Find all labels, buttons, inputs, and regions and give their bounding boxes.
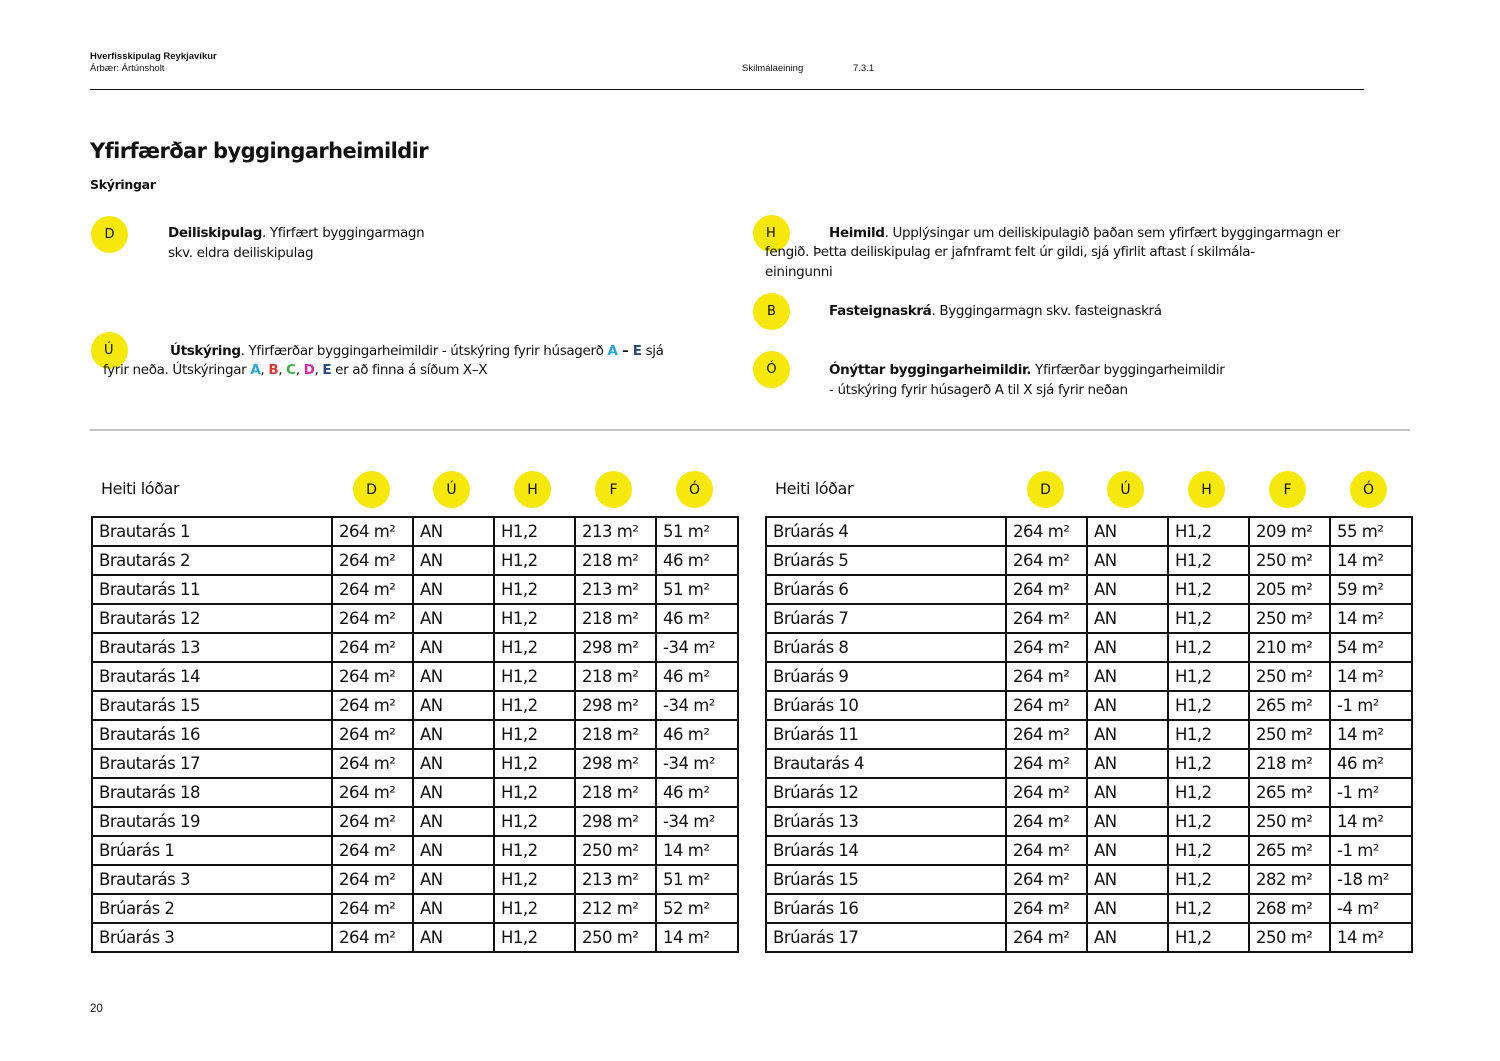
col-badge-u: Ú [433, 471, 470, 508]
h-value-cell: H1,2 [494, 691, 575, 720]
u-value-cell: AN [1087, 662, 1168, 691]
legend-desc-line2: - útskýring fyrir húsagerð A til X sjá fyrir neðan [829, 381, 1128, 398]
u-value-cell: AN [413, 691, 494, 720]
legend-desc: Yfirfærðar byggingarheimildir [1031, 362, 1225, 378]
o-value-cell: 46 m² [656, 662, 738, 691]
plot-name-cell: Brúarás 3 [92, 923, 332, 952]
o-value-cell: 46 m² [1330, 749, 1412, 778]
f-value-cell: 250 m² [575, 923, 656, 952]
col-badge-f: F [1269, 471, 1306, 508]
col-badge-o: Ó [676, 471, 713, 508]
col-badge-d: D [353, 471, 390, 508]
permits-table [91, 516, 739, 953]
table-header [91, 470, 737, 516]
d-value-cell: 264 m² [1006, 836, 1087, 865]
h-value-cell: H1,2 [1168, 633, 1249, 662]
plot-name-cell: Brautarás 2 [92, 546, 332, 575]
o-value-cell: 55 m² [1330, 517, 1412, 546]
f-value-cell: 250 m² [575, 836, 656, 865]
plot-name-header: Heiti lóðar [775, 479, 854, 498]
sep: , [260, 362, 269, 378]
table-row [766, 633, 1412, 662]
legend-badge-o: Ó [753, 351, 790, 388]
legend-desc-end: er að finna á síðum X–X [331, 362, 488, 378]
f-value-cell: 209 m² [1249, 517, 1330, 546]
page-number: 20 [90, 1003, 103, 1015]
legend-term: Útskýring [170, 343, 241, 359]
section-divider [90, 429, 1410, 431]
letter-a: A [250, 362, 261, 378]
plot-name-cell: Brúarás 5 [766, 546, 1006, 575]
h-value-cell: H1,2 [1168, 546, 1249, 575]
d-value-cell: 264 m² [1006, 546, 1087, 575]
col-badge-f: F [595, 471, 632, 508]
table-row [92, 749, 738, 778]
legend-badge-u: Ú [91, 332, 128, 369]
u-value-cell: AN [413, 807, 494, 836]
area-name: Árbær: Ártúnsholt [90, 63, 165, 74]
table-row [766, 720, 1412, 749]
legend-term: Ónýttar byggingarheimildir. [829, 362, 1032, 378]
legend-term: Heimild [829, 225, 885, 241]
h-value-cell: H1,2 [1168, 575, 1249, 604]
u-value-cell: AN [1087, 807, 1168, 836]
h-value-cell: H1,2 [494, 517, 575, 546]
u-value-cell: AN [1087, 923, 1168, 952]
table-row [92, 778, 738, 807]
plot-name-cell: Brúarás 15 [766, 865, 1006, 894]
f-value-cell: 268 m² [1249, 894, 1330, 923]
u-value-cell: AN [413, 836, 494, 865]
table-row [92, 894, 738, 923]
u-value-cell: AN [1087, 749, 1168, 778]
plot-name-cell: Brúarás 14 [766, 836, 1006, 865]
h-value-cell: H1,2 [494, 546, 575, 575]
o-value-cell: -1 m² [1330, 836, 1412, 865]
legend-item-b [829, 302, 1162, 322]
h-value-cell: H1,2 [1168, 720, 1249, 749]
table-row [766, 836, 1412, 865]
letter-b: B [268, 362, 279, 378]
u-value-cell: AN [413, 633, 494, 662]
o-value-cell: 46 m² [656, 546, 738, 575]
plot-name-cell: Brautarás 19 [92, 807, 332, 836]
section-number: 7.3.1 [853, 63, 875, 74]
o-value-cell: 14 m² [1330, 807, 1412, 836]
letter-e: E [632, 343, 642, 359]
d-value-cell: 264 m² [332, 662, 413, 691]
table-row [766, 662, 1412, 691]
table-row [766, 923, 1412, 952]
f-value-cell: 218 m² [575, 546, 656, 575]
f-value-cell: 213 m² [575, 517, 656, 546]
plot-name-cell: Brautarás 4 [766, 749, 1006, 778]
h-value-cell: H1,2 [494, 720, 575, 749]
h-value-cell: H1,2 [1168, 923, 1249, 952]
o-value-cell: 14 m² [656, 836, 738, 865]
o-value-cell: -1 m² [1330, 778, 1412, 807]
table-row [766, 546, 1412, 575]
h-value-cell: H1,2 [1168, 662, 1249, 691]
table-row [92, 836, 738, 865]
letter-d: D [303, 362, 315, 378]
h-value-cell: H1,2 [1168, 865, 1249, 894]
o-value-cell: 51 m² [656, 517, 738, 546]
f-value-cell: 298 m² [575, 807, 656, 836]
h-value-cell: H1,2 [494, 749, 575, 778]
h-value-cell: H1,2 [494, 633, 575, 662]
col-badge-u: Ú [1107, 471, 1144, 508]
o-value-cell: 14 m² [1330, 546, 1412, 575]
legend-item-h [829, 224, 1340, 244]
h-value-cell: H1,2 [494, 865, 575, 894]
table-row [766, 575, 1412, 604]
h-value-cell: H1,2 [1168, 836, 1249, 865]
u-value-cell: AN [1087, 604, 1168, 633]
u-value-cell: AN [1087, 865, 1168, 894]
h-value-cell: H1,2 [1168, 807, 1249, 836]
table-row [92, 720, 738, 749]
u-value-cell: AN [413, 517, 494, 546]
table-row [92, 865, 738, 894]
h-value-cell: H1,2 [494, 778, 575, 807]
plot-name-cell: Brúarás 1 [92, 836, 332, 865]
plot-name-cell: Brúarás 11 [766, 720, 1006, 749]
table-row [92, 517, 738, 546]
d-value-cell: 264 m² [1006, 778, 1087, 807]
legend-desc: . Byggingarmagn skv. fasteignaskrá [931, 303, 1162, 319]
plot-name-cell: Brúarás 4 [766, 517, 1006, 546]
d-value-cell: 264 m² [1006, 720, 1087, 749]
d-value-cell: 264 m² [332, 865, 413, 894]
d-value-cell: 264 m² [1006, 633, 1087, 662]
f-value-cell: 298 m² [575, 633, 656, 662]
plot-name-cell: Brúarás 10 [766, 691, 1006, 720]
plot-name-cell: Brautarás 12 [92, 604, 332, 633]
plot-name-cell: Brautarás 11 [92, 575, 332, 604]
h-value-cell: H1,2 [1168, 778, 1249, 807]
u-value-cell: AN [413, 604, 494, 633]
h-value-cell: H1,2 [494, 807, 575, 836]
o-value-cell: 51 m² [656, 575, 738, 604]
f-value-cell: 282 m² [1249, 865, 1330, 894]
h-value-cell: H1,2 [1168, 517, 1249, 546]
u-value-cell: AN [413, 865, 494, 894]
d-value-cell: 264 m² [1006, 923, 1087, 952]
f-value-cell: 265 m² [1249, 836, 1330, 865]
o-value-cell: 52 m² [656, 894, 738, 923]
f-value-cell: 250 m² [1249, 807, 1330, 836]
o-value-cell: 14 m² [1330, 720, 1412, 749]
d-value-cell: 264 m² [332, 604, 413, 633]
d-value-cell: 264 m² [332, 894, 413, 923]
sep: , [278, 362, 287, 378]
plot-name-cell: Brúarás 16 [766, 894, 1006, 923]
o-value-cell: -34 m² [656, 633, 738, 662]
u-value-cell: AN [1087, 894, 1168, 923]
table-row [92, 662, 738, 691]
plot-name-cell: Brautarás 15 [92, 691, 332, 720]
u-value-cell: AN [413, 894, 494, 923]
o-value-cell: -34 m² [656, 691, 738, 720]
h-value-cell: H1,2 [494, 894, 575, 923]
table-row [92, 633, 738, 662]
legend-desc-line2: fengið. Þetta deiliskipulag er jafnframt felt úr gildi, sjá yfirlit aftast í skilmála- [765, 244, 1255, 260]
d-value-cell: 264 m² [332, 546, 413, 575]
d-value-cell: 264 m² [1006, 662, 1087, 691]
f-value-cell: 205 m² [1249, 575, 1330, 604]
u-value-cell: AN [413, 546, 494, 575]
o-value-cell: 54 m² [1330, 633, 1412, 662]
f-value-cell: 250 m² [1249, 720, 1330, 749]
plot-name-cell: Brautarás 13 [92, 633, 332, 662]
d-value-cell: 264 m² [1006, 894, 1087, 923]
o-value-cell: -18 m² [1330, 865, 1412, 894]
table-row [92, 546, 738, 575]
table-row [766, 604, 1412, 633]
f-value-cell: 218 m² [575, 662, 656, 691]
d-value-cell: 264 m² [1006, 749, 1087, 778]
legend-term: Fasteignaskrá [829, 303, 932, 319]
plot-name-cell: Brúarás 2 [92, 894, 332, 923]
o-value-cell: -34 m² [656, 807, 738, 836]
plot-name-cell: Brúarás 9 [766, 662, 1006, 691]
sep: , [314, 362, 323, 378]
legend-badge-h: H [753, 215, 790, 252]
permits-table-left [91, 470, 737, 953]
legend-item-u [170, 342, 664, 362]
header-divider [90, 89, 1364, 90]
plot-name-cell: Brúarás 13 [766, 807, 1006, 836]
d-value-cell: 264 m² [332, 923, 413, 952]
d-value-cell: 264 m² [332, 836, 413, 865]
col-badge-d: D [1027, 471, 1064, 508]
f-value-cell: 250 m² [1249, 662, 1330, 691]
plot-name-cell: Brautarás 17 [92, 749, 332, 778]
plot-name-cell: Brúarás 7 [766, 604, 1006, 633]
d-value-cell: 264 m² [1006, 517, 1087, 546]
sep: , [295, 362, 304, 378]
u-value-cell: AN [1087, 778, 1168, 807]
series-title: Hverfisskipulag Reykjavíkur [90, 51, 217, 62]
o-value-cell: 46 m² [656, 778, 738, 807]
o-value-cell: 46 m² [656, 720, 738, 749]
plot-name-cell: Brúarás 12 [766, 778, 1006, 807]
u-value-cell: AN [413, 662, 494, 691]
h-value-cell: H1,2 [494, 836, 575, 865]
u-value-cell: AN [1087, 720, 1168, 749]
h-value-cell: H1,2 [1168, 749, 1249, 778]
plot-name-cell: Brautarás 3 [92, 865, 332, 894]
f-value-cell: 218 m² [1249, 749, 1330, 778]
legend-desc-line3: einingunni [765, 263, 833, 280]
o-value-cell: -4 m² [1330, 894, 1412, 923]
d-value-cell: 264 m² [332, 575, 413, 604]
o-value-cell: 46 m² [656, 604, 738, 633]
f-value-cell: 298 m² [575, 691, 656, 720]
legend-desc: . Upplýsingar um deiliskipulagið þaðan sem yfirfært byggingarmagn er [884, 225, 1340, 241]
d-value-cell: 264 m² [332, 720, 413, 749]
plot-name-cell: Brautarás 14 [92, 662, 332, 691]
d-value-cell: 264 m² [1006, 865, 1087, 894]
dash: – [617, 343, 633, 359]
table-row [766, 749, 1412, 778]
f-value-cell: 218 m² [575, 604, 656, 633]
plot-name-cell: Brúarás 8 [766, 633, 1006, 662]
page-title: Yfirfærðar byggingarheimildir [90, 139, 429, 163]
u-value-cell: AN [413, 923, 494, 952]
u-value-cell: AN [413, 575, 494, 604]
letter-c: C [286, 362, 296, 378]
u-value-cell: AN [1087, 836, 1168, 865]
table-row [766, 865, 1412, 894]
u-value-cell: AN [413, 720, 494, 749]
table-header [765, 470, 1411, 516]
legend-item-u-line2 [103, 361, 487, 381]
d-value-cell: 264 m² [332, 807, 413, 836]
col-badge-h: H [514, 471, 551, 508]
u-value-cell: AN [1087, 575, 1168, 604]
table-row [92, 691, 738, 720]
plot-name-header: Heiti lóðar [101, 479, 180, 498]
table-row [92, 604, 738, 633]
f-value-cell: 265 m² [1249, 691, 1330, 720]
f-value-cell: 213 m² [575, 865, 656, 894]
plot-name-cell: Brautarás 16 [92, 720, 332, 749]
legend-item-d [168, 224, 424, 263]
h-value-cell: H1,2 [494, 604, 575, 633]
table-row [766, 807, 1412, 836]
o-value-cell: -34 m² [656, 749, 738, 778]
d-value-cell: 264 m² [332, 778, 413, 807]
legend-desc: . Yfirfært byggingarmagn [262, 225, 425, 241]
o-value-cell: 14 m² [1330, 923, 1412, 952]
d-value-cell: 264 m² [1006, 604, 1087, 633]
o-value-cell: 51 m² [656, 865, 738, 894]
d-value-cell: 264 m² [1006, 575, 1087, 604]
f-value-cell: 212 m² [575, 894, 656, 923]
col-badge-h: H [1188, 471, 1225, 508]
plot-name-cell: Brautarás 18 [92, 778, 332, 807]
table-row [92, 923, 738, 952]
u-value-cell: AN [1087, 517, 1168, 546]
legend-desc-end: sjá [641, 343, 664, 359]
u-value-cell: AN [413, 749, 494, 778]
d-value-cell: 264 m² [332, 749, 413, 778]
f-value-cell: 250 m² [1249, 604, 1330, 633]
legend-item-o [829, 361, 1224, 400]
table-row [766, 517, 1412, 546]
col-badge-o: Ó [1350, 471, 1387, 508]
f-value-cell: 250 m² [1249, 923, 1330, 952]
letter-a: A [607, 343, 618, 359]
h-value-cell: H1,2 [1168, 894, 1249, 923]
h-value-cell: H1,2 [1168, 604, 1249, 633]
permits-table-right [765, 470, 1411, 953]
u-value-cell: AN [1087, 546, 1168, 575]
plot-name-cell: Brúarás 17 [766, 923, 1006, 952]
table-row [92, 575, 738, 604]
legend-badge-d: D [91, 216, 128, 253]
h-value-cell: H1,2 [1168, 691, 1249, 720]
u-value-cell: AN [1087, 691, 1168, 720]
legend-title: Skýringar [90, 177, 156, 192]
o-value-cell: 14 m² [1330, 662, 1412, 691]
section-label: Skilmálaeining [742, 63, 804, 74]
table-row [766, 778, 1412, 807]
legend-desc: . Yfirfærðar byggingarheimildir - útskýring fyrir húsagerð [240, 343, 608, 359]
document-header [90, 51, 217, 75]
plot-name-cell: Brautarás 1 [92, 517, 332, 546]
f-value-cell: 213 m² [575, 575, 656, 604]
legend-item-h-cont [765, 243, 1255, 282]
table-row [766, 894, 1412, 923]
o-value-cell: -1 m² [1330, 691, 1412, 720]
f-value-cell: 210 m² [1249, 633, 1330, 662]
plot-name-cell: Brúarás 6 [766, 575, 1006, 604]
legend-desc-line2: skv. eldra deiliskipulag [168, 244, 314, 261]
d-value-cell: 264 m² [332, 517, 413, 546]
h-value-cell: H1,2 [494, 923, 575, 952]
f-value-cell: 218 m² [575, 778, 656, 807]
legend-desc: fyrir neða. Útskýringar [103, 362, 251, 378]
u-value-cell: AN [1087, 633, 1168, 662]
d-value-cell: 264 m² [332, 633, 413, 662]
f-value-cell: 218 m² [575, 720, 656, 749]
table-row [766, 691, 1412, 720]
table-row [92, 807, 738, 836]
o-value-cell: 59 m² [1330, 575, 1412, 604]
f-value-cell: 265 m² [1249, 778, 1330, 807]
o-value-cell: 14 m² [656, 923, 738, 952]
legend-term: Deiliskipulag [168, 225, 263, 241]
letter-e: E [322, 362, 332, 378]
d-value-cell: 264 m² [332, 691, 413, 720]
f-value-cell: 250 m² [1249, 546, 1330, 575]
permits-table [765, 516, 1413, 953]
d-value-cell: 264 m² [1006, 691, 1087, 720]
o-value-cell: 14 m² [1330, 604, 1412, 633]
d-value-cell: 264 m² [1006, 807, 1087, 836]
h-value-cell: H1,2 [494, 575, 575, 604]
h-value-cell: H1,2 [494, 662, 575, 691]
f-value-cell: 298 m² [575, 749, 656, 778]
legend-badge-b: B [753, 293, 790, 330]
u-value-cell: AN [413, 778, 494, 807]
